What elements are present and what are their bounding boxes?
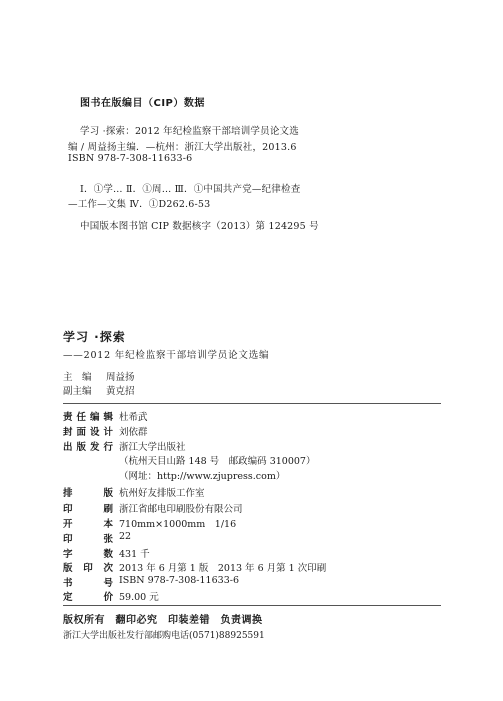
cip-line: ISBN 978-7-308-11633-6 — [68, 153, 193, 164]
book-subtitle: ——2012 年纪检监察干部培训学员论文选编 — [63, 350, 270, 361]
detail-row — [63, 485, 205, 499]
detail-value: 431 千 — [119, 549, 150, 560]
detail-label: 责任编辑 — [63, 412, 113, 423]
cip-data-number: 中国版本图书馆 CIP 数据核字（2013）第 124295 号 — [80, 221, 319, 232]
detail-row — [63, 589, 159, 603]
publisher-address: （杭州天目山路 148 号 邮政编码 310007） — [119, 456, 316, 467]
editor-name: 周益扬 — [106, 372, 135, 383]
detail-label: 定价 — [63, 592, 113, 603]
detail-value: 710mm×1000mm 1/16 — [119, 519, 237, 530]
detail-row — [63, 516, 236, 530]
deputy-editor-row — [63, 383, 135, 397]
publisher-website: （网址：http://www.zjupress.com） — [119, 471, 286, 482]
detail-value: 刘依群 — [119, 427, 148, 438]
cip-line: —工作—文集 Ⅳ．①D262.6-53 — [68, 199, 211, 210]
divider — [63, 403, 441, 404]
book-title: 学习 ·探索 — [63, 330, 126, 344]
deputy-editor-label: 副主编 — [63, 386, 92, 397]
detail-value: 杭州好友排版工作室 — [119, 488, 205, 499]
detail-row — [63, 424, 148, 438]
detail-value: ISBN 978-7-308-11633-6 — [119, 575, 239, 586]
detail-value: 22 — [119, 531, 132, 542]
cip-line: Ⅰ．①学… Ⅱ．①周… Ⅲ．①中国共产党—纪律检查 — [80, 184, 301, 195]
detail-label: 排版 — [63, 488, 113, 499]
mail-order-phone: 浙江大学出版社发行部邮购电话(0571)88925591 — [63, 631, 265, 641]
detail-row — [63, 575, 239, 589]
detail-row — [63, 501, 243, 515]
detail-label: 版印次 — [63, 563, 113, 574]
detail-label: 字数 — [63, 549, 113, 560]
editor-label: 主 编 — [63, 372, 92, 383]
detail-label: 开本 — [63, 519, 113, 530]
divider — [63, 605, 441, 606]
detail-label: 印张 — [63, 534, 113, 545]
detail-value: 2013 年 6 月第 1 版 2013 年 6 月第 1 次印刷 — [119, 563, 327, 574]
rights-notice: 版权所有 翻印必究 印装差错 负责调换 — [63, 615, 263, 626]
detail-value: 浙江省邮电印刷股份有限公司 — [119, 504, 243, 515]
detail-label: 印刷 — [63, 504, 113, 515]
detail-label: 封面设计 — [63, 427, 113, 438]
cip-line: 学习 ·探索：2012 年纪检监察干部培训学员论文选 — [80, 126, 299, 137]
detail-row — [63, 409, 148, 423]
detail-value: 59.00 元 — [119, 592, 159, 603]
detail-row — [63, 531, 131, 545]
detail-value: 浙江大学出版社 — [119, 442, 186, 453]
editor-row — [63, 369, 135, 383]
detail-row — [63, 546, 150, 560]
deputy-editor-name: 黄克招 — [106, 386, 135, 397]
detail-row — [63, 560, 326, 574]
cip-heading: 图书在版编目（CIP）数据 — [80, 98, 205, 109]
detail-label: 书号 — [63, 578, 113, 589]
detail-value: 杜希武 — [119, 412, 148, 423]
cip-line: 编 / 周益扬主编．—杭州：浙江大学出版社，2013.6 — [68, 142, 297, 153]
detail-row — [63, 439, 186, 453]
detail-label: 出版发行 — [63, 442, 113, 453]
